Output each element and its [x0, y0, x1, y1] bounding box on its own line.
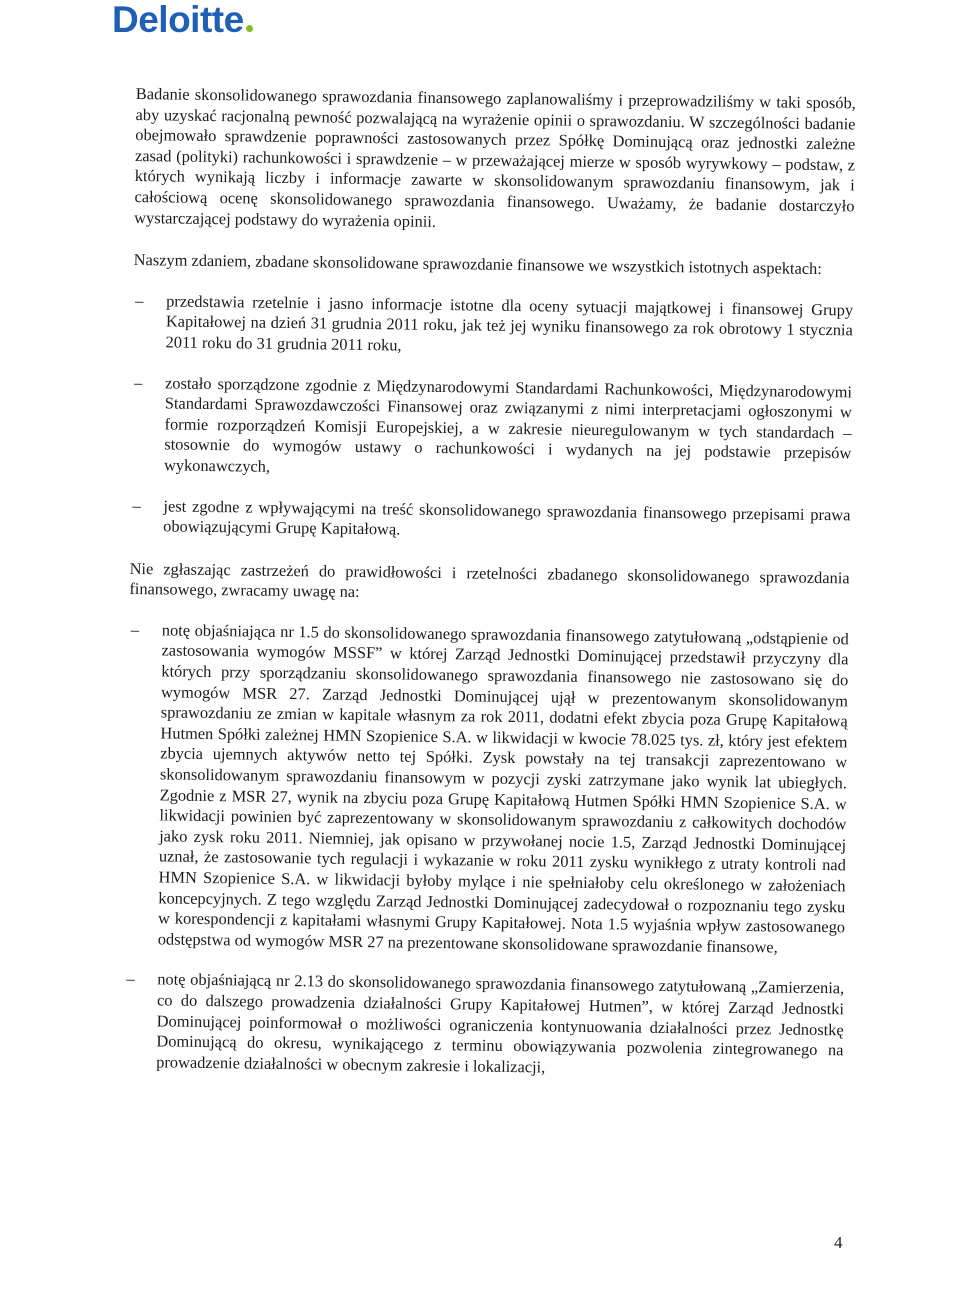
opinion-list-item — [132, 291, 853, 362]
dash-bullet: – — [132, 495, 141, 515]
dash-bullet: – — [133, 372, 143, 392]
dash-bullet: – — [135, 290, 144, 310]
list-item-text: jest zgodne z wpływającymi na treść skonsolidowanego sprawozdania finansowego przepisami prawa obowiązującymi Grupę Kapitałową. — [163, 495, 851, 539]
list-item-text: notę objaśniająca nr 1.5 do skonsolidowanego sprawozdania finansowego zatytułowaną „odstąpienie od zastosowania wymogów MSSF” w której Zarząd Jednostki Dominującej przedstawił przyczyny dla których przy sporządzaniu skonsolidowanego sprawozdania finansowego nie zastosowano się do wymogów MSR 27. Zarząd Jednostki Dominującej ujął w prezentowanym skonsolidowanym sprawozdaniu ze zmian w kapitale własnym za rok 2011, dodatni efekt zbycia poza Grupę Kapitałową Hutmen Spółki zależnej HMN Szopienice S.A. w likwidacji w kwocie 78.025 tys. zł, który jest efektem zbycia ujemnych aktywów netto tej Spółki. Zysk powstały na tej transakcji zaprezentowano w skonsolidowanym sprawozdaniu finansowym w pozycji zyski zatrzymane jako wynik lat ubiegłych. Zgodnie z MSR 27, wynik na zbyciu poza Grupę Kapitałową Hutmen Spółki HMN Szopienice S.A. w likwidacji powinien być zaprezentowany w skonsolidowanym sprawozdaniu z całkowitych dochodów jako zysk roku 2011. Niemniej, jak opisano w przywołanej nocie 1.5, Zarząd Jednostki Dominującej uznał, że zastosowanie tych regulacji i wykazanie w roku 2011 zysku wynikłego z utraty kontroli nad HMN Szopienice S.A. w likwidacji byłoby mylące i nie spełniałoby celu określonego w założeniach koncepcyjnych. Z tego względu Zarząd Jednostki Dominującej zadecydował o rozpoznaniu tego zysku w korespondencji z kapitałami własnymi Grupy Kapitałowej. Nota 1.5 wyjaśnia wpływ zastosowanego odstępstwa od wymogów MSR 27 na prezentowane skonsolidowane sprawozdanie finansowe, — [157, 620, 849, 957]
paragraph-audit-scope: Badanie skonsolidowanego sprawozdania finansowego zaplanowaliśmy i przeprowadziliśmy w taki sposób, aby uzyskać racjonalną pewność pozwalającą na wyrażenie opinii o sprawozdaniu. W szczególności badanie obejmowało sprawdzenie poprawności zastosowanych przez Spółkę Dominującą oraz jednostki zależne zasad (polityki) rachunkowości i sprawdzenie – w przeważającej mierze w sposób wyrywkowy – podstaw, z których wynikają liczby i informacje zawarte w skonsolidowanym sprawozdaniu finansowym, jak i całościową ocenę skonsolidowanego sprawozdania finansowego. Uważamy, że badanie dostarczyło wystarczającej podstawy do wyrażenia opinii. — [134, 84, 856, 231]
dash-bullet: – — [130, 619, 140, 639]
page-number: 4 — [834, 1233, 843, 1252]
logo-dot-icon — [246, 25, 253, 32]
logo-text: Deloitte — [112, 0, 244, 40]
document-body — [123, 84, 856, 1082]
emphasis-list-item — [125, 620, 849, 959]
opinion-list-item — [131, 373, 852, 485]
paragraph-emphasis: Nie zgłaszając zastrzeżeń do prawidłowości i rzetelności zbadanego skonsolidowanego sprawozdania finansowego, zwracamy uwagę na: — [129, 558, 850, 602]
paragraph-opinion: Naszym zdaniem, zbadane skonsolidowane sprawozdanie finansowe we wszystkich istotnych aspektach: — [133, 250, 822, 279]
deloitte-logo — [112, 0, 253, 40]
list-item-text: przedstawia rzetelnie i jasno informacje istotne dla oceny sytuacji majątkowej i finansowej Grupy Kapitałowej na dzień 31 grudnia 2011 roku, jak też jej wyniku finansowego za rok obrotowy 1 stycznia 2011 roku do 31 grudnia 2011 roku, — [165, 291, 854, 355]
list-item-text: notę objaśniającą nr 2.13 do skonsolidowanego sprawozdania finansowego zatytułowaną „Zamierzenia, co do dalszego prowadzenia działalności Grupy Kapitałowej Hutmen”, w której Zarząd Jednostki Dominującej poinformował o możliwości ograniczenia kontynuowania działalności przez Jednostkę Dominującą do okresu, wynikającego z terminu obowiązywania pozwolenia zintegrowanego na prowadzenie działalności w obecnym zakresie i lokalizacji, — [156, 969, 845, 1077]
emphasis-list-item — [123, 969, 844, 1081]
dash-bullet: – — [126, 969, 135, 989]
emphasis-list — [123, 620, 849, 1082]
opinion-list-item — [130, 495, 850, 546]
list-item-text: zostało sporządzone zgodnie z Międzynarodowymi Standardami Rachunkowości, Międzynarodowymi Standardami Sprawozdawczości Finansowej oraz związanymi z nimi interpretacjami ogłoszonymi w formie rozporządzeń Komisji Europejskiej, a w zakresie nieuregulowanym w tych standardach – stosownie do wymogów ustawy o rachunkowości i wydanych na jej podstawie przepisów wykonawczych, — [163, 372, 853, 476]
opinion-list — [130, 291, 853, 546]
